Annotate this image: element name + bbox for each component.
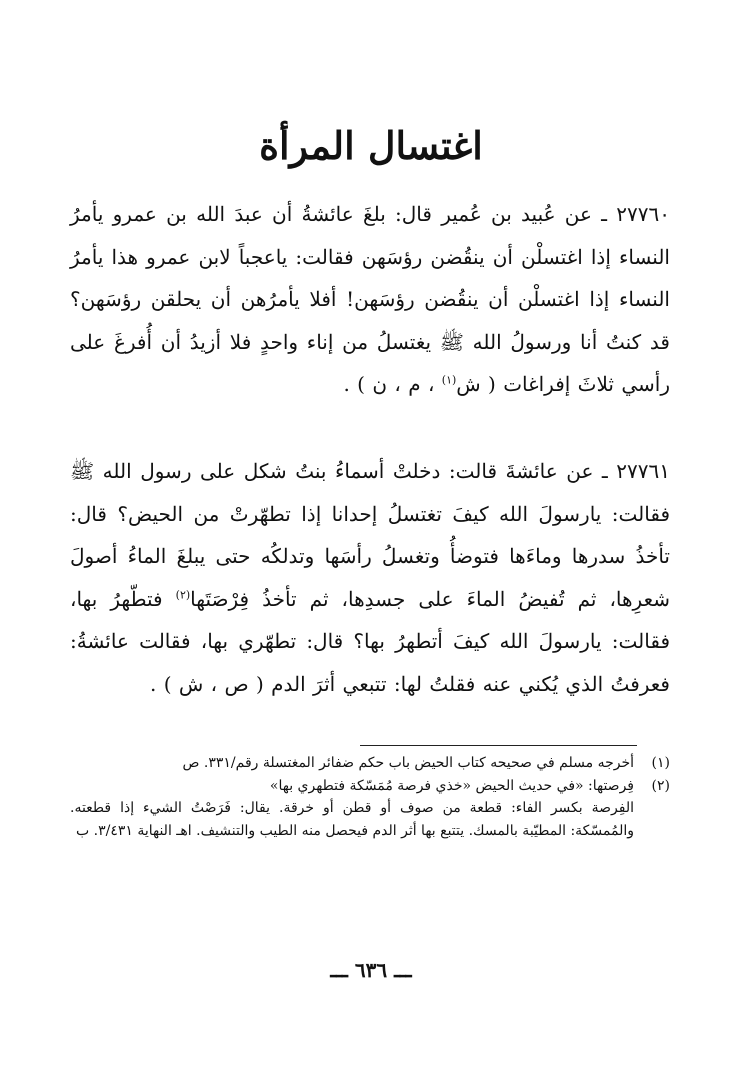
footnote-marker-1: (١) [441,373,457,387]
chapter-title: اغتسال المرأة [259,123,483,168]
footnotes [70,752,670,842]
hadith-27760-refs-close: ، م ، ن ) . [343,372,442,397]
hadith-27761-text-part1: ٢٧٧٦١ ـ عن عائشةَ قالت: دخلتْ أسماءُ بنتُ شكل على رسول الله ﷺ فقالت: يارسولَ الله كيفَ تغتسلُ إحدانا إذا تطهّرتْ من الحيض؟ قال: تأخذُ سدرها وماءَها فتوضأُ وتغسلُ رأسَها وتدلكُه حتى يبلغَ الماءُ أصولَ شعرِها، ثم تُفيضُ الماءَ على جسدِها، ثم تأخذُ فِرْصَتَها [70,459,670,611]
footnote-2-continuation: الفِرصة بكسر الفاء: قطعة من صوف أو قطن أو خرقة. يقال: فَرَصْتُ الشيء إذا قطعته. والمُمسّكة: المطيّبة بالمسك. يتتبع بها أثر الدم فيحصل منه الطيب والتنشيف. اهـ النهاية ٣/٤٣١. ب [70,800,634,839]
footnote-2 [70,775,670,798]
footnote-1 [70,752,670,775]
hadith-27760-text: ٢٧٧٦٠ ـ عن عُبيد بن عُمير قال: بلغَ عائشةُ أن عبدَ الله بن عمرو يأمرُ النساء إذا اغتسلْن أن ينقُضن رؤسَهن فقالت: ياعجباً لابن عمرو هذا يأمرُ النساء إذا اغتسلْن أن ينقُضن رؤسَهن! أفلا يأمرُهن أن يحلقن رؤسَهن؟ قد كنتُ أنا ورسولُ الله ﷺ يغتسلُ من إناء واحدٍ فلا أزيدُ أن أُفرغَ على رأسي ثلاثَ إفراغات [70,202,670,397]
footnote-text: فِرصتها: «في حديث الحيض «خذي فرصة مُمَسّكة فتطهري بها» [269,777,634,794]
footnote-divider [360,745,637,746]
hadith-27761-text-part2: فتطّهرُ بها، فقالت: يارسولَ الله كيفَ أتطهرُ بها؟ قال: تطهّري بها، فقالت عائشةُ: فعرفتُ الذي يُكني عنه فقلتُ لها: تتبعي أثرَ الدم ( ص ، ش ) . [70,586,670,696]
hadith-27761 [70,450,670,730]
footnote-marker-2: (٢) [175,588,191,602]
footnote-text: أخرجه مسلم في صحيحه كتاب الحيض باب حكم ضفائر المغتسلة رقم/٣٣١. ص [182,755,634,771]
page-number: ـــ ٦٣٦ ـــ [330,958,412,982]
footnote-number: (٢) [651,777,670,794]
hadith-27760 [70,193,670,429]
hadith-27760-refs-open: ( ش [456,372,504,397]
footnote-number: (١) [651,755,670,771]
